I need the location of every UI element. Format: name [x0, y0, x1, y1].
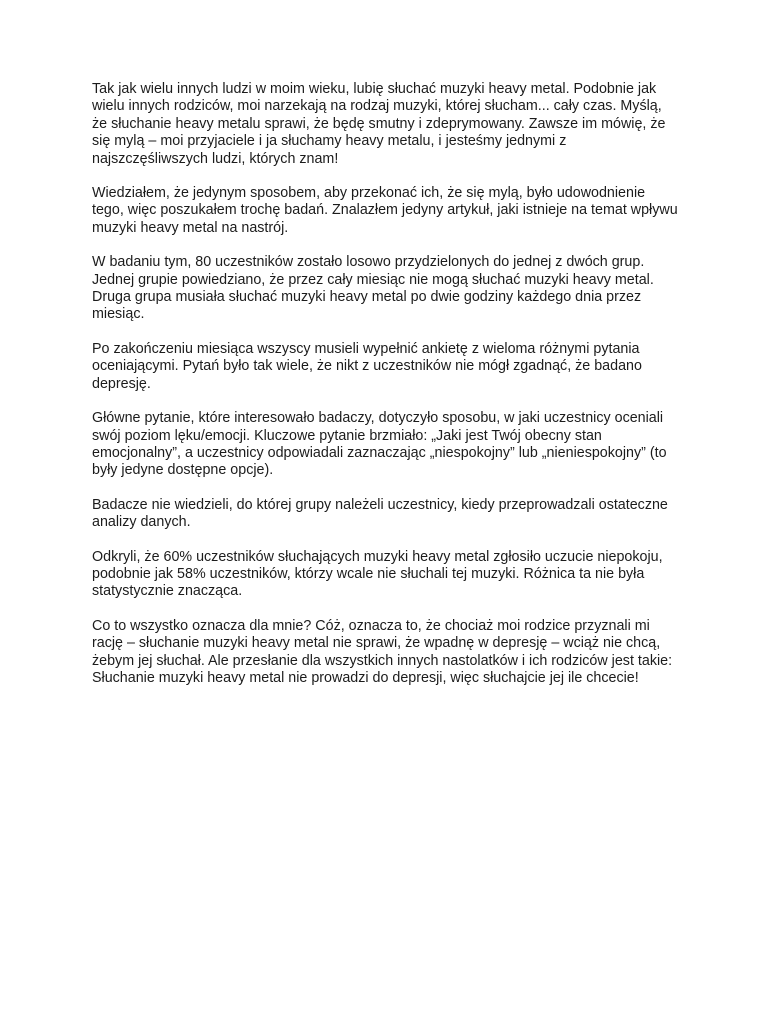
paragraph-study-design: W badaniu tym, 80 uczestników zostało losowo przydzielonych do jednej z dwóch grup. Jednej grupie powiedziano, że przez cały miesiąc nie mogą słuchać muzyki heavy metal. Druga grupa musiała słuchać muzyki heavy metal po dwie godziny każdego dnia przez miesiąc. — [92, 254, 654, 323]
paragraph-intro: Tak jak wielu innych ludzi w moim wieku, lubię słuchać muzyki heavy metal. Podobnie jak wielu innych rodziców, moi narzekają na rodzaj muzyki, której słucham... cały czas. Myślą, że słuchanie heavy metalu sprawi, że będę smutny i zdeprymowany. Zawsze im mówię, że się mylą – moi przyjaciele i ja słuchamy heavy metalu, i jesteśmy jednymi z najszczęśliwszych ludzi, których znam! — [92, 81, 666, 167]
paragraph-blinding: Badacze nie wiedzieli, do której grupy należeli uczestnicy, kiedy przeprowadzali ostateczne analizy danych. — [92, 496, 668, 531]
paragraph-conclusion: Co to wszystko oznacza dla mnie? Cóż, oznacza to, że chociaż moi rodzice przyznali mi rację – słuchanie muzyki heavy metal nie sprawi, że wpadnę w depresję – wciąż nie chcą, żebym jej słuchał. Ale przesłanie dla wszystkich innych nastolatków i ich rodziców jest takie: Słuchanie muzyki heavy metal nie prowadzi do depresji, więc słuchajcie jej ile chcecie! — [92, 617, 673, 686]
paragraph-results: Odkryli, że 60% uczestników słuchających muzyki heavy metal zgłosiło uczucie niepokoju, podobnie jak 58% uczestników, którzy wcale nie słuchali tej muzyki. Różnica ta nie była statystycznie znacząca. — [92, 548, 663, 600]
paragraph-key-question: Główne pytanie, które interesowało badaczy, dotyczyło sposobu, w jaki uczestnicy oceniali swój poziom lęku/emocji. Kluczowe pytanie brzmiało: „Jaki jest Twój obecny stan emocjonalny”, a uczestnicy odpowiadali zaznaczając „niespokojny” lub „nieniespokojny” (to były jedyne dostępne opcje). — [92, 410, 667, 479]
paragraph-research: Wiedziałem, że jedynym sposobem, aby przekonać ich, że się mylą, było udowodnienie tego, więc poszukałem trochę badań. Znalazłem jedyny artykuł, jaki istnieje na temat wpływu muzyki heavy metal na nastrój. — [92, 185, 678, 236]
paragraph-survey: Po zakończeniu miesiąca wszyscy musieli wypełnić ankietę z wieloma różnymi pytania oceniającymi. Pytań było tak wiele, że nikt z uczestników nie mógł zgadnąć, że badano depresję. — [92, 340, 642, 392]
document-body — [92, 81, 708, 687]
